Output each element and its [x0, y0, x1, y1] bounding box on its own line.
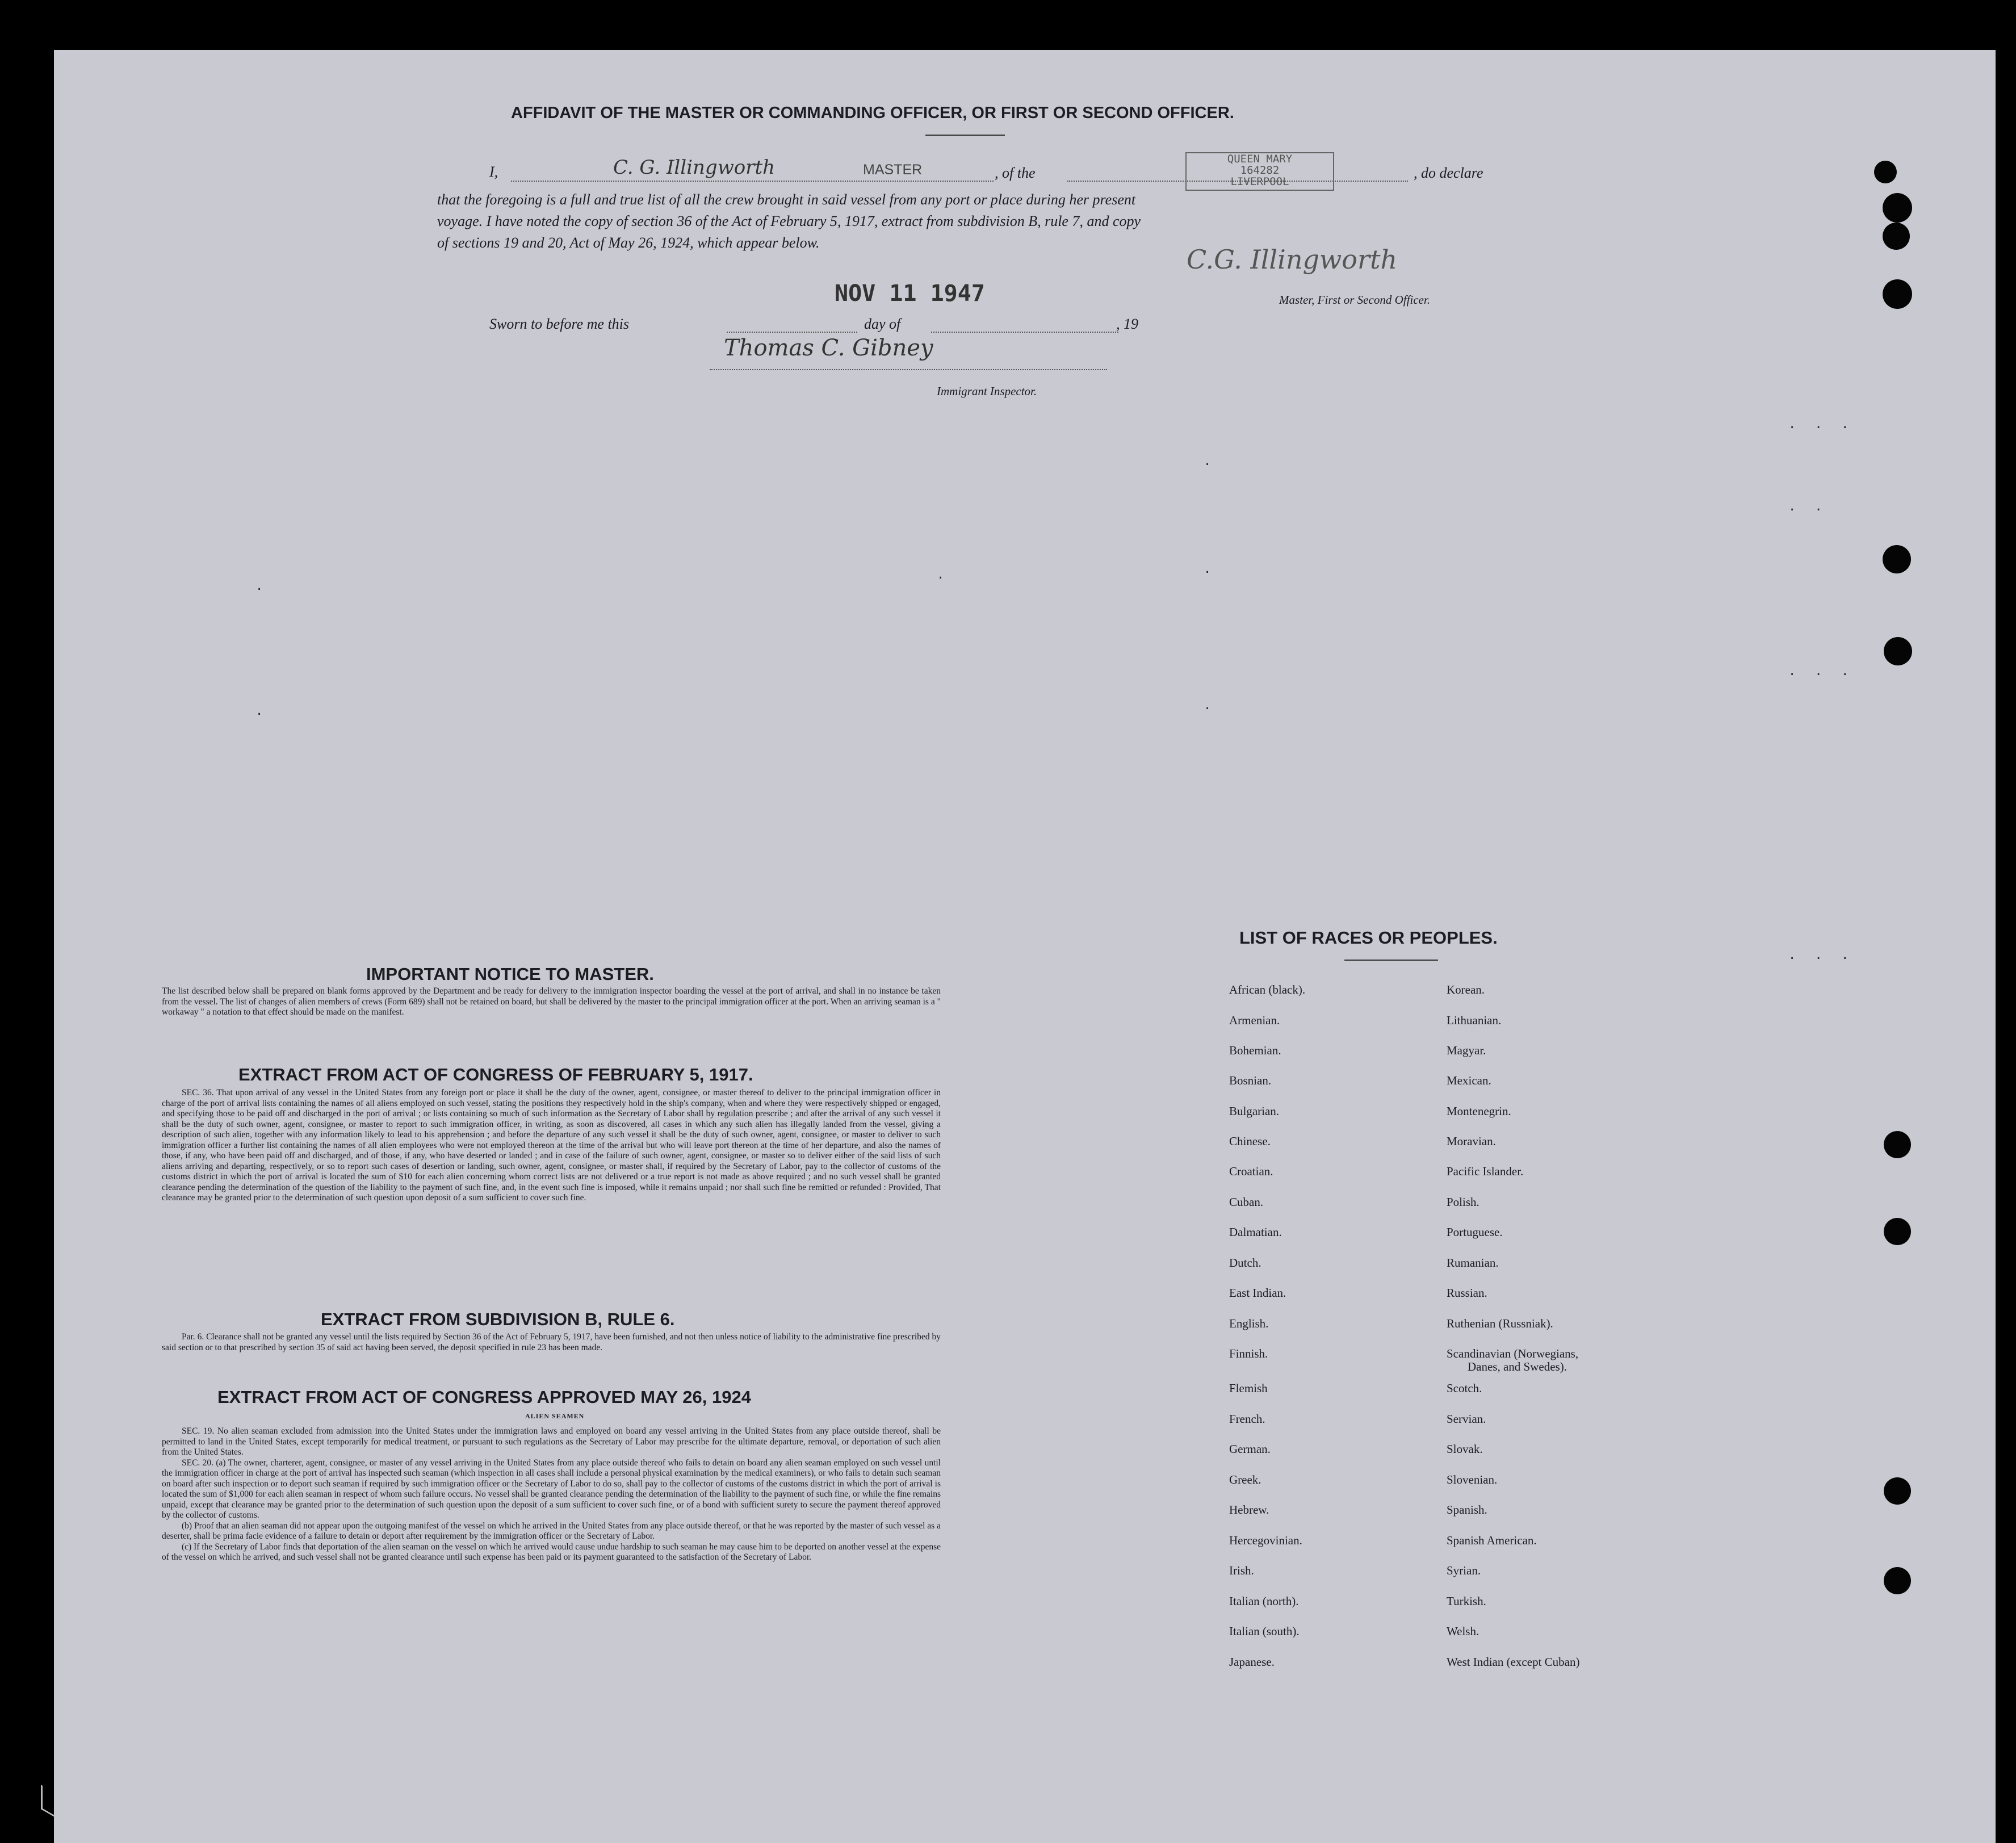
inspector-line — [710, 369, 1107, 370]
race-item: Welsh. — [1447, 1624, 1479, 1638]
race-item: Lithuanian. — [1447, 1013, 1502, 1027]
race-item: Montenegrin. — [1447, 1104, 1511, 1118]
punch-hole — [1884, 1218, 1911, 1245]
subdivision-title: EXTRACT FROM SUBDIVISION B, RULE 6. — [321, 1309, 675, 1329]
race-item: Scotch. — [1447, 1381, 1482, 1395]
race-item: African (black). — [1229, 983, 1306, 996]
race-item: Magyar. — [1447, 1044, 1486, 1057]
race-item: Slovenian. — [1447, 1473, 1498, 1486]
race-item: Mexican. — [1447, 1074, 1491, 1087]
race-item: Irish. — [1229, 1564, 1254, 1577]
extract-1917-text: SEC. 36. That upon arrival of any vessel in the United States from any foreign port or place it shall be the duty of the owner, agent, consignee, or master thereof to deliver to the principal immigration officer in charge of the port of arrival lists containing the names of all aliens employed on such vessel, stating the positions they respectively hold in the ship's company, when and where they were respectively shipped or engaged, and specifying those to be paid off and discharged in the port of arrival ; or lists containing so much of such information as the Secretary of Labor shall by regulation prescribe ; and after the arrival of any such vessel it shall be the duty of such owner, agent, consignee, or master to report to such immigration officer, in writing, as soon as discovered, all cases in which any such alien has illegally landed from the vessel, giving a description of such alien, together with any information likely to lead to his apprehension ; and before the departure of any such vessel it shall be the duty of such owner, agent, consignee, or master to deliver to such immigration officer a further list containing the names of all alien employees who were not employed thereon at the time of the arrival but who will leave port thereon at the time of her departure, and also the names of those, if any, who have been paid off and discharged, and of those, if any, who have deserted or landed ; and in case of the failure of such owner, agent, consignee, or master so to deliver either of the said lists of such aliens arriving and departing, respectively, or so to report such cases of desertion or landing, such owner, agent, consignee, or master shall, if required by the Secretary of Labor, pay to the collector of customs of the customs district in which the port of arrival is located the sum of $10 for each alien concerning whom correct lists are not delivered or a true report is not made as above required ; and no such vessel shall be granted clearance pending the determination of the question of the liability to the payment of such fine, and, in the event such fine is imposed, while it remains unpaid ; nor shall such fine be remitted or refunded : Provided, That clearance may be granted prior to the determination of such question upon deposit of a sum sufficient to cover such fine. — [162, 1088, 941, 1203]
bleed-through-dots: . — [1204, 562, 1217, 576]
race-item: Syrian. — [1447, 1564, 1481, 1577]
punch-hole — [1884, 1567, 1911, 1594]
sworn-month-line — [931, 332, 1118, 333]
bleed-through-dots: . — [255, 579, 269, 593]
race-item: Flemish — [1229, 1381, 1268, 1395]
sec-20c-text: (c) If the Secretary of Labor finds that deportation of the alien seaman on the vessel on which he arrived would cause undue hardship to such seaman he may cause him to be deported on another vessel at the expense of the vessel on which he arrived, and such vessel shall not be granted clearance until such expense has been paid or its payment guaranteed to the satisfaction of the Secretary of Labor. — [162, 1542, 941, 1562]
ship-stamp-port: LIVERPOOL — [1230, 175, 1289, 188]
race-item: Armenian. — [1229, 1013, 1280, 1027]
race-item: Portuguese. — [1447, 1225, 1503, 1239]
sec-20a-text: SEC. 20. (a) The owner, charterer, agent, consignee, or master of any vessel arriving in the United States from any place outside thereof who fails to detain on board any alien seaman employed on such vessel until the immigration officer in charge at the port of arrival has inspected such seaman (which inspection in all cases shall include a personal physical examination by the medical examiners), or who fails to detain such seaman on board after such inspection or to deport such seaman if required by such immigration officer or the Secretary of Labor to do so, shall pay to the collector of customs of the customs district in which the port of arrival is located the sum of $1,000 for each alien seaman in respect of whom such failure occurs. No vessel shall be granted clearance pending the determination of the liability to the payment of such fine, or while the fine remains unpaid, except that clearance may be granted prior to the determination of such question upon the deposit of a sum sufficient to cover such fine, or of a bond with sufficient surety to secure the payment thereof approved by the collector of customs. — [162, 1457, 941, 1520]
bleed-through-dots: . — [255, 704, 269, 718]
affidavit-line-4: of sections 19 and 20, Act of May 26, 1924, which appear below. — [437, 234, 820, 251]
race-item: Danes, and Swedes). — [1468, 1360, 1567, 1373]
race-item: Pacific Islander. — [1447, 1165, 1524, 1178]
race-item: Croatian. — [1229, 1165, 1273, 1178]
affidavit-line-2: that the foregoing is a full and true list of all the crew brought in said vessel from any port or place during her present — [437, 191, 1136, 208]
punch-hole — [1883, 279, 1912, 309]
race-item: Ruthenian (Russniak). — [1447, 1317, 1553, 1330]
race-item: Korean. — [1447, 983, 1485, 996]
ship-stamp-number: 164282 — [1240, 164, 1280, 177]
sec-19-text: SEC. 19. No alien seaman excluded from admission into the United States under the immigration laws and employed on board any vessel arriving in the United States from any place outside thereof, shall be permitted to land in the United States, except temporarily for medical treatment, or pursuant to such regulations as the Secretary of Labor may prescribe for the ultimate departure, removal, or deportation of such alien from the United States. — [162, 1426, 941, 1457]
master-signature: C.G. Illingworth — [1187, 244, 1398, 275]
master-label: MASTER — [863, 162, 923, 178]
extract-1917-title: EXTRACT FROM ACT OF CONGRESS OF FEBRUARY 5, 1917. — [238, 1065, 753, 1084]
corner-mark — [41, 1785, 54, 1816]
race-item: Dutch. — [1229, 1256, 1261, 1270]
race-item: East Indian. — [1229, 1286, 1286, 1300]
race-item: Slovak. — [1447, 1442, 1483, 1456]
bleed-through-dots: . . — [1788, 500, 1828, 514]
race-item: Japanese. — [1229, 1655, 1275, 1669]
race-item: Dalmatian. — [1229, 1225, 1282, 1239]
races-title-underline — [1344, 960, 1438, 961]
race-item: French. — [1229, 1412, 1265, 1426]
notice-title: IMPORTANT NOTICE TO MASTER. — [366, 964, 654, 984]
race-item: West Indian (except Cuban) — [1447, 1655, 1580, 1669]
race-item: Italian (north). — [1229, 1594, 1299, 1608]
race-item: Polish. — [1447, 1195, 1479, 1209]
race-item: Bulgarian. — [1229, 1104, 1280, 1118]
sworn-label: Sworn to before me this — [489, 316, 630, 332]
bleed-through-dots: . . . — [1788, 664, 1855, 678]
bleed-through-dots: . . . — [1788, 948, 1855, 962]
race-item: Spanish. — [1447, 1503, 1487, 1517]
date-stamp: NOV 11 1947 — [835, 280, 985, 307]
year-label: , 19 — [1116, 316, 1138, 332]
race-item: Rumanian. — [1447, 1256, 1499, 1270]
notice-text: The list described below shall be prepared on blank forms approved by the Department and be ready for delivery to the immigration inspector boarding the vessel at the port of arrival, and shall in no instance be taken from the vessel. The list of changes of alien members of crews (Form 689) shall not be retained on board, but shall be delivered by the master to the principal immigration officer at the port. When an arriving seaman is a " workaway " a notation to that effect should be made on the manifest. — [162, 986, 941, 1017]
race-item: Bosnian. — [1229, 1074, 1272, 1087]
race-item: Finnish. — [1229, 1347, 1268, 1360]
inspector-caption: Immigrant Inspector. — [937, 384, 1037, 398]
race-item: Scandinavian (Norwegians, — [1447, 1347, 1579, 1360]
extract-1924-subtitle: ALIEN SEAMEN — [525, 1412, 585, 1420]
title-underline — [925, 135, 1005, 136]
affidavit-title: AFFIDAVIT OF THE MASTER OR COMMANDING OFFICER, OR FIRST OR SECOND OFFICER. — [511, 104, 1234, 122]
punch-hole — [1874, 161, 1897, 183]
master-name-handwritten: C. G. Illingworth — [613, 156, 776, 179]
ship-stamp — [1185, 152, 1334, 191]
sworn-day-line — [727, 332, 857, 333]
subdivision-text: Par. 6. Clearance shall not be granted any vessel until the lists required by Section 36 of the Act of February 5, 1917, have been furnished, and not then unless notice of liability to the administrative fine prescribed by said section or to that prescribed by section 35 of said act having been served, the deposit specified in rule 23 has been made. — [162, 1332, 941, 1352]
races-title: LIST OF RACES OR PEOPLES. — [1239, 928, 1498, 948]
name-line — [511, 181, 994, 182]
race-item: Greek. — [1229, 1473, 1261, 1486]
race-item: Chinese. — [1229, 1134, 1271, 1148]
race-item: Hebrew. — [1229, 1503, 1269, 1517]
extract-1924-title: EXTRACT FROM ACT OF CONGRESS APPROVED MAY 26, 1924 — [217, 1387, 751, 1407]
sec-20b-text: (b) Proof that an alien seaman did not appear upon the outgoing manifest of the vessel on which he arrived in the United States from any place outside thereof, or that he was reported by the master of such vessel as a deserter, shall be prima facie evidence of a failure to detain or deport after requirement by the immigration officer or the Secretary of Labor. — [162, 1521, 941, 1541]
race-item: English. — [1229, 1317, 1269, 1330]
race-item: Moravian. — [1447, 1134, 1496, 1148]
master-signature-caption: Master, First or Second Officer. — [1279, 293, 1430, 307]
bleed-through-dots: . — [1204, 698, 1217, 713]
race-item: Bohemian. — [1229, 1044, 1281, 1057]
punch-hole — [1884, 1131, 1911, 1158]
inspector-signature: Thomas C. Gibney — [724, 335, 933, 361]
race-item: Servian. — [1447, 1412, 1486, 1426]
race-item: German. — [1229, 1442, 1271, 1456]
extract-1924-body — [162, 1426, 941, 1563]
day-of-label: day of — [864, 316, 901, 332]
ship-stamp-name: QUEEN MARY — [1227, 153, 1293, 165]
punch-hole — [1883, 193, 1912, 223]
punch-hole — [1884, 637, 1912, 665]
document-page — [54, 50, 1996, 1843]
race-item: Cuban. — [1229, 1195, 1264, 1209]
declare-i: I, — [489, 164, 498, 180]
race-item: Hercegovinian. — [1229, 1534, 1302, 1547]
punch-hole — [1883, 545, 1911, 573]
punch-hole — [1884, 1477, 1911, 1505]
punch-hole — [1883, 223, 1910, 250]
race-item: Spanish American. — [1447, 1534, 1537, 1547]
race-item: Turkish. — [1447, 1594, 1486, 1608]
bleed-through-dots: . . . — [1788, 417, 1855, 432]
race-item: Italian (south). — [1229, 1624, 1300, 1638]
bleed-through-dots: . — [1204, 454, 1217, 468]
affidavit-line-3: voyage. I have noted the copy of section 36 of the Act of February 5, 1917, extract from subdivision B, rule 7, and copy — [437, 213, 1141, 229]
race-item: Russian. — [1447, 1286, 1487, 1300]
of-the-label: , of the — [995, 165, 1036, 181]
bleed-through-dots: . — [937, 568, 950, 582]
do-declare-label: , do declare — [1414, 165, 1483, 181]
